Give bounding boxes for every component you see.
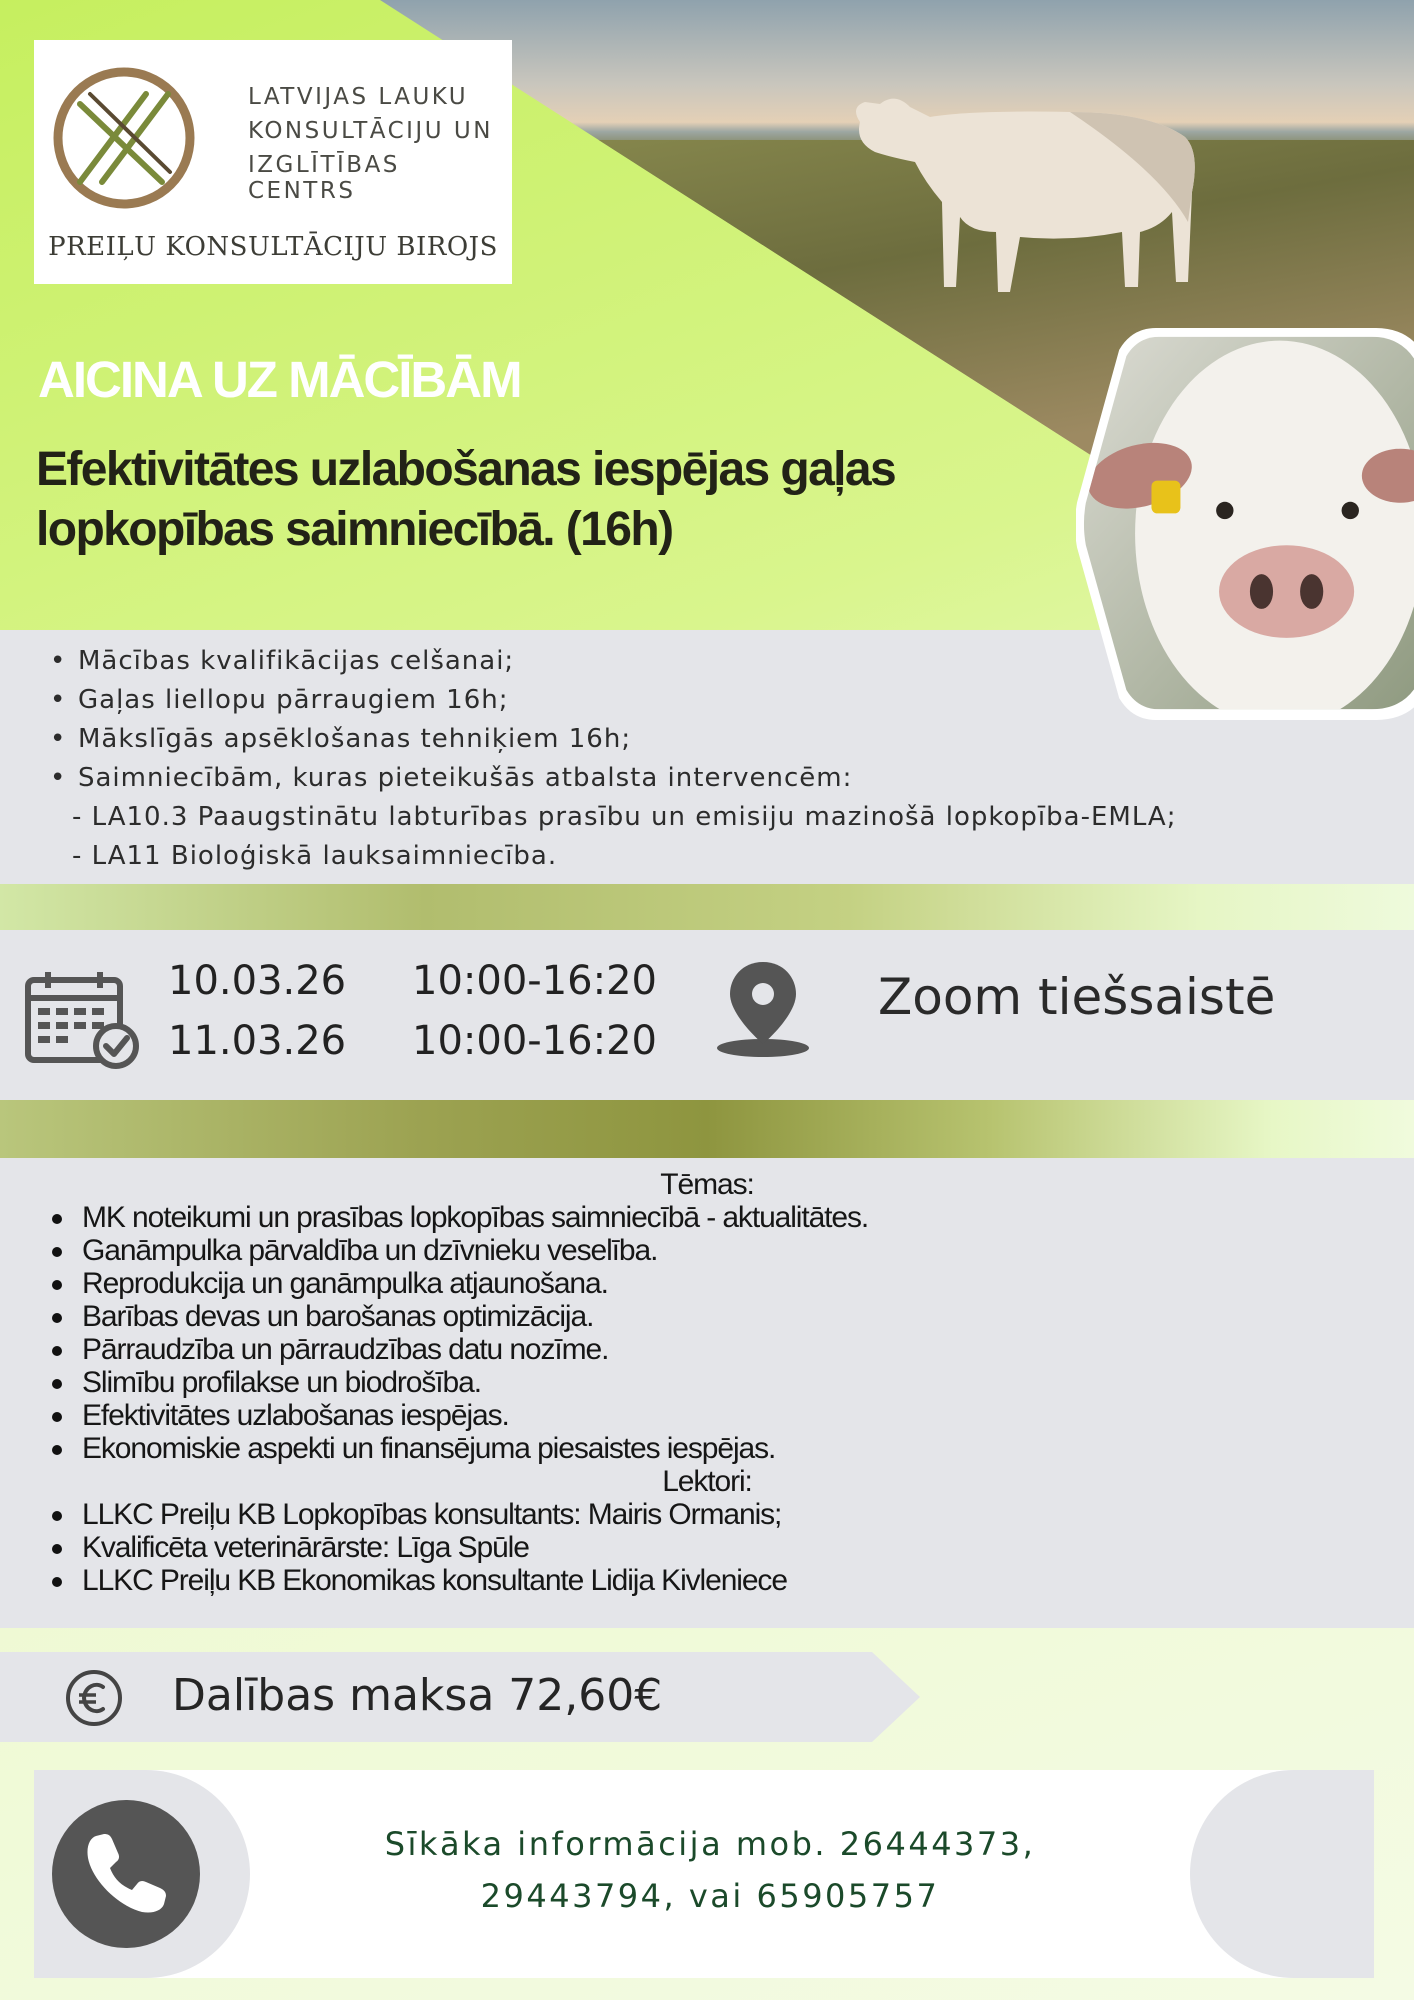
topic-item: Pārraudzība un pārraudzības datu nozīme. (82, 1333, 1414, 1366)
logo-box (34, 40, 512, 284)
logo-mark-icon (50, 64, 198, 212)
course-title-line-1: Efektivitātes uzlabošanas iespējas gaļas (36, 443, 896, 496)
topic-item: Slimību profilakse un biodrošība. (82, 1366, 1414, 1399)
audience-item: • Saimniecībām, kuras pieteikušās atbalsta intervencēm: (50, 759, 1176, 798)
topics-heading: Tēmas: (660, 1168, 754, 1201)
invitation-kicker: AICINA UZ MĀCĪBĀM (38, 351, 521, 408)
topic-item: Barības devas un barošanas optimizācija. (82, 1300, 1414, 1333)
event-date-2: 11.03.26 (168, 1018, 347, 1064)
audience-sub-item: - LA10.3 Paaugstinātu labturības prasību un emisiju mazinošā lopkopība-EMLA; (72, 802, 1177, 832)
lecturer-item: LLKC Preiļu KB Ekonomikas konsultante Lidija Kivleniece (82, 1564, 1414, 1597)
logo-org-line-1: LATVIJAS LAUKU (248, 84, 469, 110)
contact-line-1: Sīkāka informācija mob. 26444373, (384, 1825, 1036, 1863)
contact-line-2: 29443794, vai 65905757 (480, 1877, 940, 1915)
event-time-2: 10:00-16:20 (412, 1018, 657, 1064)
decorative-stripe (0, 884, 1414, 930)
phone-icon (52, 1800, 200, 1948)
decorative-stripe (0, 1100, 1414, 1158)
topic-item: Reprodukcija un ganāmpulka atjaunošana. (82, 1267, 1414, 1300)
cow-silhouette-image (820, 82, 1240, 312)
course-title-line-2: lopkopības saimniecībā. (16h) (36, 503, 673, 556)
euro-icon (64, 1668, 124, 1728)
location-pin-icon (714, 960, 812, 1060)
participation-fee: Dalības maksa 72,60€ (172, 1670, 663, 1721)
topic-item: MK noteikumi un prasības lopkopības saimniecībā - aktualitātes. (82, 1201, 1414, 1234)
event-time-1: 10:00-16:20 (412, 958, 657, 1004)
audience-list (50, 642, 1176, 876)
logo-office-name: PREIĻU KONSULTĀCIJU BIROJS (48, 232, 498, 262)
location-text: Zoom tiešsaistē (878, 968, 1276, 1026)
lecturers-heading: Lektori: (662, 1465, 752, 1498)
course-title (36, 440, 1056, 560)
topic-item: Efektivitātes uzlabošanas iespējas. (82, 1399, 1414, 1432)
logo-org-line-3: IZGLĪTĪBAS CENTRS (248, 152, 400, 204)
lecturers-list (0, 1498, 1414, 1597)
topics-list (0, 1201, 1414, 1465)
lecturer-item: Kvalificēta veterinārārste: Līga Spūle (82, 1531, 1414, 1564)
cow-portrait-hexagon-image (1076, 325, 1414, 722)
topics-section (0, 1168, 1414, 1597)
contact-info (300, 1818, 1120, 1922)
topic-item: Ganāmpulka pārvaldība un dzīvnieku veselība. (82, 1234, 1414, 1267)
logo-org-line-2: KONSULTĀCIJU UN (248, 118, 493, 144)
calendar-check-icon (24, 970, 142, 1070)
topic-item: Ekonomiskie aspekti un finansējuma piesaistes iespējas. (82, 1432, 1414, 1465)
lecturer-item: LLKC Preiļu KB Lopkopības konsultants: Mairis Ormanis; (82, 1498, 1414, 1531)
audience-sub-item: - LA11 Bioloģiskā lauksaimniecība. (72, 841, 558, 871)
audience-item: • Mākslīgās apsēklošanas tehniķiem 16h; (50, 720, 1176, 759)
event-date-1: 10.03.26 (168, 958, 347, 1004)
audience-item: • Mācības kvalifikācijas celšanai; (50, 642, 1176, 681)
audience-item: • Gaļas liellopu pārraugiem 16h; (50, 681, 1176, 720)
